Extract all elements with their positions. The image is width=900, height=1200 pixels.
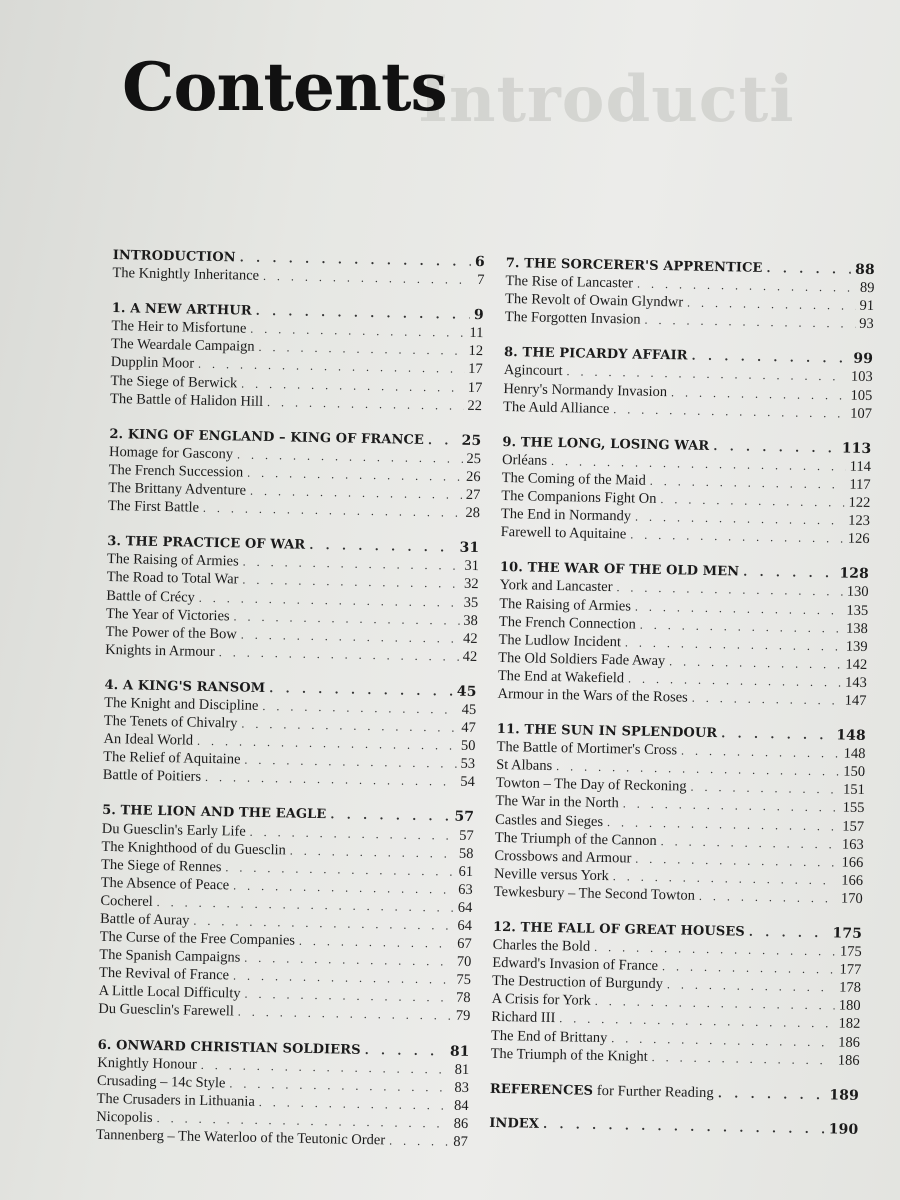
page-number: 99 bbox=[853, 351, 874, 368]
entry-label: The Coming of the Maid bbox=[501, 469, 646, 489]
leader-dots bbox=[203, 499, 462, 522]
page-number: 91 bbox=[859, 297, 875, 315]
entry-label: The Revival of France bbox=[98, 965, 230, 984]
page-number: 105 bbox=[850, 387, 873, 404]
page-number: 87 bbox=[453, 1133, 469, 1151]
leader-dots bbox=[205, 768, 457, 791]
page-number: 12 bbox=[468, 343, 484, 360]
entry-label: The French Connection bbox=[498, 613, 636, 633]
page-number: 11 bbox=[469, 325, 484, 342]
contents-right-column bbox=[489, 254, 875, 1139]
page-number: 180 bbox=[838, 997, 861, 1015]
chapter-title: 8. THE PICARDY AFFAIR bbox=[503, 345, 688, 364]
page-number: 53 bbox=[460, 756, 476, 773]
entry-label: The Companions Fight On bbox=[501, 487, 657, 507]
page-number: 107 bbox=[850, 405, 873, 422]
leader-dots bbox=[613, 400, 846, 423]
entry-label: Edward's Invasion of France bbox=[492, 955, 659, 975]
entry-label: The War in the North bbox=[495, 793, 620, 812]
entry-label: The Knighthood of du Guesclin bbox=[101, 838, 287, 859]
page-number: 26 bbox=[465, 468, 481, 486]
page-number: 27 bbox=[465, 486, 481, 504]
entry-label: The Tenets of Chivalry bbox=[103, 712, 238, 732]
chapter-title: 4. A KING'S RANSOM bbox=[104, 677, 266, 696]
bleed-through-text: Introducti bbox=[418, 62, 795, 137]
contents-left-column bbox=[95, 246, 484, 1168]
page-number: 128 bbox=[839, 565, 870, 583]
entry-label: The Relief of Aquitaine bbox=[103, 749, 241, 768]
entry-label: The Battle of Mortimer's Cross bbox=[496, 739, 678, 759]
page-number: 93 bbox=[859, 316, 874, 333]
entry-label: Tewkesbury – The Second Towton bbox=[493, 883, 696, 904]
chapter-title: 3. THE PRACTICE OF WAR bbox=[107, 534, 306, 553]
entry-label: The Weardale Campaign bbox=[110, 336, 255, 356]
page-number: 28 bbox=[465, 504, 481, 522]
leader-dots bbox=[428, 431, 458, 450]
page-number: 17 bbox=[467, 379, 483, 396]
leader-dots bbox=[743, 563, 836, 583]
entry-label: The Revolt of Owain Glyndwr bbox=[504, 291, 684, 311]
page-number: 86 bbox=[453, 1115, 469, 1132]
toc-section bbox=[503, 343, 873, 422]
page-number: 163 bbox=[841, 836, 864, 853]
page-number: 166 bbox=[841, 872, 864, 889]
entry-label: A Little Local Difficulty bbox=[98, 983, 241, 1002]
page-number: 142 bbox=[845, 656, 868, 673]
entry-label: Crusading – 14c Style bbox=[96, 1072, 226, 1092]
entry-label: The Siege of Berwick bbox=[110, 372, 238, 391]
chapter-title: 12. THE FALL OF GREAT HOUSES bbox=[492, 919, 745, 940]
chapter-title: 7. THE SORCERER'S APPRENTICE bbox=[505, 255, 763, 276]
page-number: 150 bbox=[843, 763, 866, 781]
entry-label: Agincourt bbox=[503, 362, 563, 380]
page-title: Contents bbox=[122, 48, 447, 126]
entry-label: The Knight and Discipline bbox=[104, 694, 259, 714]
toc-section bbox=[108, 425, 482, 523]
entry-label: Tannenberg – The Waterloo of the Teutonic Order bbox=[95, 1126, 386, 1149]
leader-dots bbox=[263, 267, 473, 289]
entry-label: Dupplin Moor bbox=[110, 354, 195, 373]
page-number: 103 bbox=[850, 369, 873, 386]
toc-section bbox=[112, 246, 485, 289]
toc-section bbox=[110, 299, 484, 415]
page-number: 186 bbox=[837, 1052, 860, 1069]
page-number: 31 bbox=[464, 558, 480, 575]
page-number: 113 bbox=[841, 440, 872, 457]
page-number: 64 bbox=[457, 899, 473, 916]
entry-label: The Year of Victories bbox=[105, 605, 230, 624]
chapter-title: 6. ONWARD CHRISTIAN SOLDIERS bbox=[97, 1037, 361, 1058]
entry-label: Farewell to Aquitaine bbox=[500, 524, 627, 543]
page-number: 67 bbox=[457, 935, 472, 953]
page-number: 6 bbox=[474, 253, 485, 271]
leader-dots bbox=[699, 887, 837, 908]
leader-dots bbox=[766, 259, 851, 279]
entry-label: St Albans bbox=[496, 757, 553, 775]
entry-label: The Old Soldiers Fade Away bbox=[498, 649, 666, 669]
references-subtitle: for Further Reading bbox=[596, 1082, 714, 1101]
page-number: 42 bbox=[462, 630, 478, 647]
leader-dots bbox=[238, 1003, 452, 1025]
entry-label: Du Guesclin's Farewell bbox=[98, 1001, 234, 1020]
page-number: 70 bbox=[456, 953, 472, 971]
entry-label: The Absence of Peace bbox=[100, 874, 230, 894]
page-number: 17 bbox=[468, 361, 483, 378]
toc-section bbox=[505, 254, 875, 333]
index-page: 190 bbox=[828, 1121, 859, 1138]
page-number: 138 bbox=[845, 620, 869, 637]
page-number: 58 bbox=[458, 845, 474, 862]
page-number: 57 bbox=[459, 827, 474, 844]
entry-label: The Power of the Bow bbox=[105, 623, 238, 643]
chapter-title: 5. THE LION AND THE EAGLE bbox=[102, 803, 327, 823]
leader-dots bbox=[267, 393, 464, 415]
page-number: 47 bbox=[461, 719, 476, 737]
page-number: 7 bbox=[477, 272, 485, 289]
entry-label: Charles the Bold bbox=[492, 936, 591, 955]
page-number: 61 bbox=[458, 863, 474, 880]
index-entry bbox=[489, 1114, 858, 1139]
page-number: 81 bbox=[449, 1043, 470, 1060]
chapter-title: 9. THE LONG, LOSING WAR bbox=[502, 434, 710, 454]
entry-label: Knights in Armour bbox=[105, 641, 215, 660]
toc-section bbox=[98, 801, 474, 1025]
entry-label: Du Guesclin's Early Life bbox=[101, 820, 246, 840]
page-number: 50 bbox=[460, 737, 476, 755]
entry-label: The Curse of the Free Companies bbox=[99, 928, 296, 949]
page-number: 81 bbox=[454, 1061, 470, 1078]
entry-label: The Triumph of the Cannon bbox=[494, 829, 657, 849]
page-number: 155 bbox=[842, 800, 865, 817]
toc-section bbox=[497, 558, 869, 710]
page-number: 170 bbox=[840, 890, 863, 907]
entry-label: The Brittany Adventure bbox=[108, 479, 247, 499]
page-number: 22 bbox=[467, 397, 483, 414]
page-number: 83 bbox=[454, 1079, 470, 1096]
page-number: 84 bbox=[453, 1097, 469, 1114]
page-number: 123 bbox=[848, 512, 871, 530]
leader-dots bbox=[543, 1115, 825, 1138]
references-entry bbox=[490, 1080, 859, 1105]
toc-section bbox=[490, 918, 862, 1070]
page-number: 182 bbox=[838, 1015, 861, 1033]
page-number: 64 bbox=[457, 917, 473, 935]
page-number: 117 bbox=[849, 476, 871, 493]
page-number: 175 bbox=[832, 925, 863, 942]
entry-label: The Knightly Inheritance bbox=[112, 265, 260, 284]
references-title: REFERENCES bbox=[489, 1081, 594, 1099]
page-number: 88 bbox=[854, 261, 875, 279]
chapter-title: INTRODUCTION bbox=[112, 247, 236, 266]
page-number: 9 bbox=[473, 307, 484, 324]
entry-label: Knightly Honour bbox=[97, 1054, 197, 1073]
page-number: 130 bbox=[846, 584, 869, 601]
chapter-title: 11. THE SUN IN SPLENDOUR bbox=[496, 721, 718, 742]
entry-label: The Spanish Campaigns bbox=[99, 947, 241, 966]
entry-label: The Battle of Halidon Hill bbox=[109, 390, 264, 410]
page-number: 148 bbox=[836, 727, 866, 745]
leader-dots bbox=[630, 526, 844, 548]
entry-label: Castles and Sieges bbox=[494, 811, 604, 830]
entry-label: Battle of Poitiers bbox=[102, 767, 202, 786]
entry-label: Cocherel bbox=[100, 892, 153, 910]
leader-dots bbox=[652, 1048, 834, 1070]
entry-label: The Forgotten Invasion bbox=[504, 309, 641, 328]
entry-label: York and Lancaster bbox=[499, 577, 613, 596]
page-number: 148 bbox=[843, 745, 866, 763]
chapter-title: 1. A NEW ARTHUR bbox=[111, 301, 252, 319]
page-number: 35 bbox=[463, 594, 479, 611]
page-number: 143 bbox=[844, 674, 867, 691]
entry-label: The Road to Total War bbox=[106, 569, 239, 588]
entry-label: A Crisis for York bbox=[491, 991, 591, 1010]
page-number: 177 bbox=[839, 961, 862, 979]
leader-dots bbox=[721, 724, 832, 744]
entry-label: The Auld Alliance bbox=[502, 398, 610, 417]
page-number: 38 bbox=[463, 612, 479, 629]
entry-label: The Destruction of Burgundy bbox=[491, 973, 664, 993]
page-number: 42 bbox=[462, 648, 478, 665]
leader-dots bbox=[389, 1131, 450, 1150]
page-number: 126 bbox=[847, 530, 870, 548]
entry-label: The Crusaders in Lithuania bbox=[96, 1090, 256, 1110]
toc-section bbox=[105, 532, 479, 666]
entry-label: Towton – The Day of Reckoning bbox=[495, 775, 687, 795]
leader-dots bbox=[364, 1041, 446, 1061]
page-number: 147 bbox=[844, 692, 867, 709]
page-number: 78 bbox=[455, 990, 471, 1007]
entry-label: The Heir to Misfortune bbox=[111, 318, 247, 337]
entry-label: An Ideal World bbox=[103, 731, 194, 749]
page-number: 63 bbox=[458, 881, 473, 898]
entry-label: The Ludlow Incident bbox=[498, 631, 622, 650]
entry-label: Neville versus York bbox=[493, 865, 610, 884]
leader-dots bbox=[644, 311, 855, 333]
entry-label: The Rise of Lancaster bbox=[505, 273, 634, 292]
entry-label: Armour in the Wars of the Roses bbox=[497, 685, 688, 706]
page-number: 135 bbox=[846, 602, 869, 619]
toc-section bbox=[96, 1035, 470, 1151]
page-number: 139 bbox=[845, 638, 868, 655]
leader-dots bbox=[692, 689, 841, 710]
page-number: 45 bbox=[456, 683, 477, 700]
page-number: 25 bbox=[461, 432, 482, 449]
page-number: 89 bbox=[859, 279, 875, 297]
page-number: 79 bbox=[455, 1008, 471, 1025]
entry-label: Crossbows and Armour bbox=[494, 847, 632, 867]
page-number: 157 bbox=[842, 818, 865, 835]
page-number: 75 bbox=[456, 972, 472, 989]
page-number: 32 bbox=[463, 576, 479, 593]
toc-section bbox=[494, 720, 866, 908]
chapter-title: 10. THE WAR OF THE OLD MEN bbox=[499, 560, 740, 580]
references-page: 189 bbox=[829, 1087, 860, 1104]
page-number: 45 bbox=[461, 701, 477, 719]
entry-label: Richard III bbox=[491, 1009, 556, 1027]
page-number: 175 bbox=[839, 943, 862, 961]
entry-label: The Raising of Armies bbox=[106, 551, 239, 570]
entry-label: The Siege of Rennes bbox=[100, 856, 222, 875]
entry-label: The End of Brittany bbox=[490, 1027, 608, 1046]
entry-label: The Raising of Armies bbox=[499, 595, 632, 614]
page-number: 31 bbox=[459, 539, 480, 557]
page-number: 151 bbox=[842, 781, 865, 799]
entry-label: Nicopolis bbox=[96, 1108, 153, 1126]
entry-label: Battle of Crécy bbox=[106, 587, 196, 606]
entry-label: Battle of Auray bbox=[99, 910, 190, 929]
entry-label: The End in Normandy bbox=[500, 506, 632, 525]
entry-label: The Triumph of the Knight bbox=[490, 1045, 648, 1065]
page-number: 186 bbox=[838, 1034, 861, 1051]
entry-label: The End at Wakefield bbox=[497, 667, 625, 687]
page-number: 25 bbox=[466, 450, 482, 467]
entry-label: The French Succession bbox=[108, 461, 244, 481]
page-number: 54 bbox=[460, 774, 475, 791]
page-number: 178 bbox=[839, 979, 862, 997]
leader-dots bbox=[749, 923, 829, 943]
entry-label: The First Battle bbox=[107, 498, 200, 516]
chapter-title: 2. KING OF ENGLAND – KING OF FRANCE bbox=[109, 426, 425, 448]
index-title: INDEX bbox=[489, 1115, 540, 1132]
leader-dots bbox=[718, 1084, 826, 1104]
leader-dots bbox=[219, 643, 459, 666]
page-number: 122 bbox=[848, 494, 871, 512]
leader-dots bbox=[330, 806, 450, 826]
toc-section bbox=[500, 433, 871, 549]
leader-dots bbox=[713, 437, 838, 457]
entry-label: Henry's Normandy Invasion bbox=[503, 380, 668, 400]
toc-section bbox=[103, 676, 477, 792]
page-number: 114 bbox=[849, 458, 872, 475]
page-number: 57 bbox=[454, 809, 475, 826]
entry-label: Homage for Gascony bbox=[108, 443, 234, 463]
page-number: 166 bbox=[841, 854, 864, 871]
entry-label: Orléans bbox=[501, 451, 548, 469]
